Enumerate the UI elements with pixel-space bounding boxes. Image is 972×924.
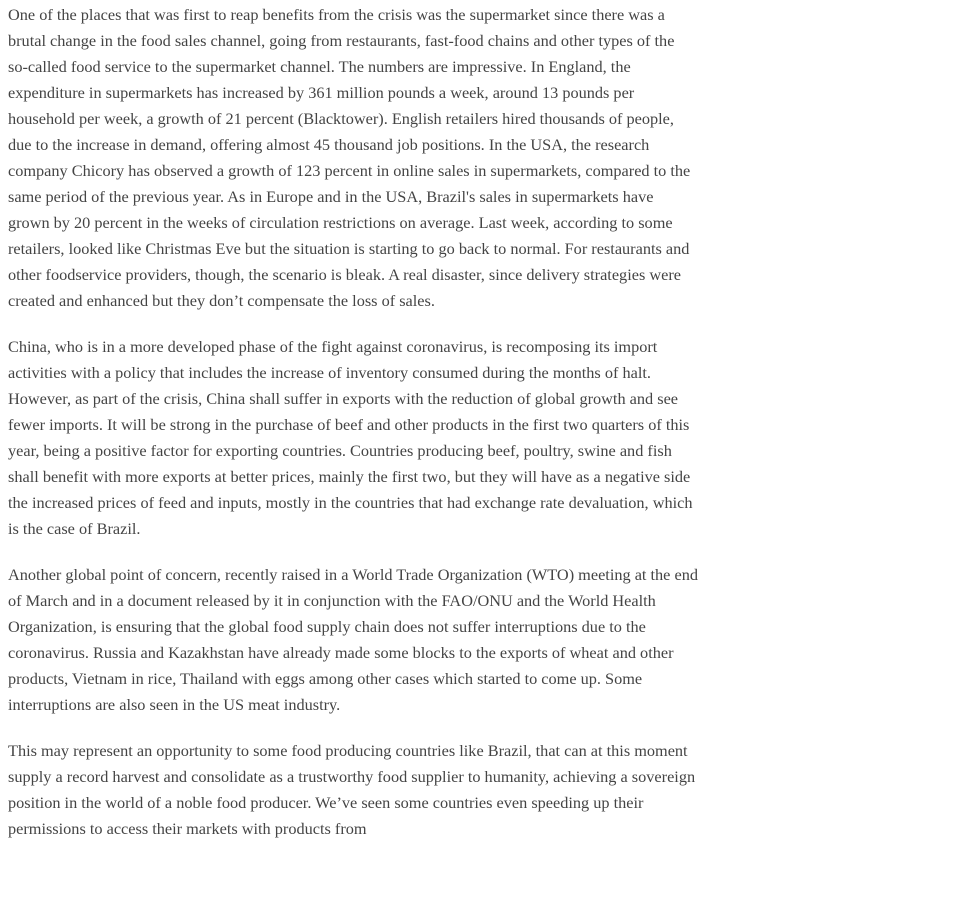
paragraph-brazil-opportunity: This may represent an opportunity to some food producing countries like Brazil, that can at this moment supply a record harvest and consolidate as a trustworthy food supplier to humanity, achieving a sovereign position in the world of a noble food producer. We’ve seen some countries even speeding up their permissions to access their markets with products from	[8, 741, 696, 838]
paragraph-supermarkets: One of the places that was first to reap benefits from the crisis was the supermarket since there was a brutal change in the food sales channel, going from restaurants, fast-food chains and other types of the so-called food service to the supermarket channel. The numbers are impressive. In England, the expenditure in supermarkets has increased by 361 million pounds a week, around 13 pounds per household per week, a growth of 21 percent (Blacktower). English retailers hired thousands of people, due to the increase in demand, offering almost 45 thousand job positions. In the USA, the research company Chicory has observed a growth of 123 percent in online sales in supermarkets, compared to the same period of the previous year. As in Europe and in the USA, Brazil's sales in supermarkets have grown by 20 percent in the weeks of circulation restrictions on average. Last week, according to some retailers, looked like Christmas Eve but the situation is starting to go back to normal. For restaurants and other foodservice providers, though, the scenario is bleak. A real disaster, since delivery strategies were created and enhanced but they don’t compensate the loss of sales.	[8, 5, 691, 310]
paragraph-china: China, who is in a more developed phase of the fight against coronavirus, is recomposing its import activities with a policy that includes the increase of inventory consumed during the months of halt. However, as part of the crisis, China shall suffer in exports with the reduction of global growth and see fewer imports. It will be strong in the purchase of beef and other products in the first two quarters of this year, being a positive factor for exporting countries. Countries producing beef, poultry, swine and fish shall benefit with more exports at better prices, mainly the first two, but they will have as a negative side the increased prices of feed and inputs, mostly in the countries that had exchange rate devaluation, which is the case of Brazil.	[8, 337, 693, 538]
paragraph-supply-chain: Another global point of concern, recently raised in a World Trade Organization (WTO) meeting at the end of March and in a document released by it in conjunction with the FAO/ONU and the World Health Organization, is ensuring that the global food supply chain does not suffer interruptions due to the coronavirus. Russia and Kazakhstan have already made some blocks to the exports of wheat and other products, Vietnam in rice, Thailand with eggs among other cases which started to come up. Some interruptions are also seen in the US meat industry.	[8, 565, 698, 714]
article-body	[8, 2, 698, 862]
